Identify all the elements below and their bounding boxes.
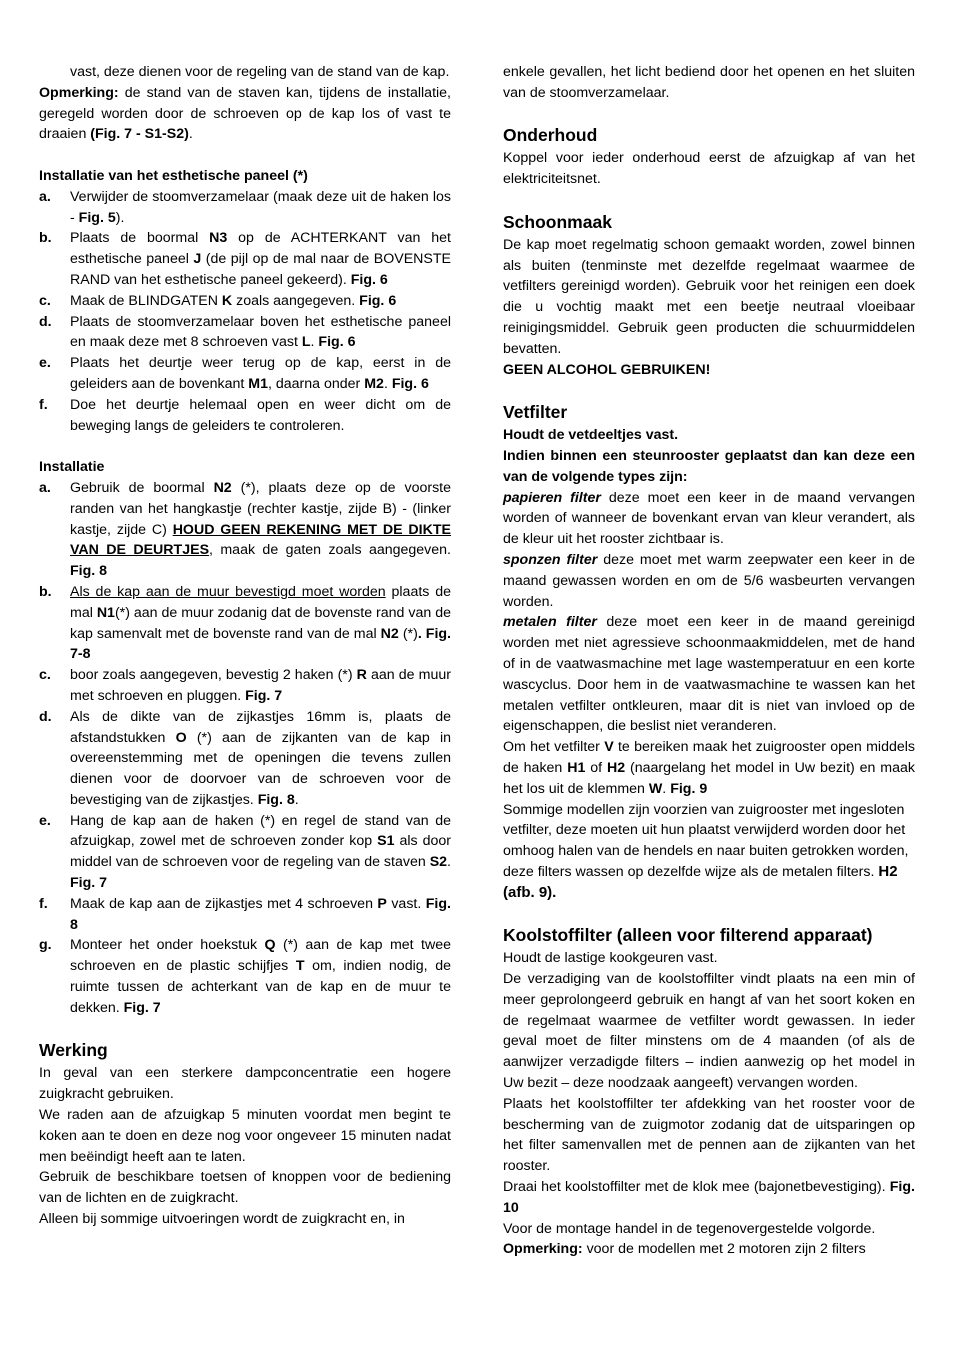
install-item <box>39 935 451 1018</box>
sponge-filter-paragraph <box>503 550 915 612</box>
some-models-ref: H2 (afb. 9). <box>503 862 898 901</box>
koolstof-paragraph: De verzadiging van de koolstoffilter vindt plaats na een min of meer geprolongeerd gebruik en hangt af van het soort koken en de regelmaat waarmee de vetfilter wordt gewassen. In ieder geval moet de filter minstens om de 4 maanden (of als de aanwijzer verzadigde filters – indien aanwezig op het model in Uw bezit – deze noodzaak aangeeft) vervangen worden. <box>503 971 915 1092</box>
werking-paragraph: Alleen bij sommige uitvoeringen wordt de zuigkracht en, in <box>39 1211 405 1228</box>
install-item <box>39 582 451 665</box>
werking-title: Werking <box>39 1040 108 1061</box>
item-text: boor zoals aangegeven, bevestig 2 haken (*) R aan de muur met schroeven en pluggen. Fig. 7 <box>70 667 451 704</box>
koolstof-note-label: Opmerking: <box>503 1241 583 1258</box>
right-column <box>503 62 915 1260</box>
item-label: c. <box>39 667 51 684</box>
werking-paragraph: In geval van een sterkere dampconcentratie een hogere zuigkracht gebruiken. <box>39 1065 451 1103</box>
koolstof-section <box>503 948 915 1177</box>
right-intro: enkele gevallen, het licht bediend door het openen en het sluiten van de stoomverzamelaar. <box>503 64 915 101</box>
schoonmaak-text: De kap moet regelmatig schoon gemaakt worden, zowel binnen als buiten (tenminste met dezelfde regelmaat waarmee de vetfilters gereinigd worden). Gebruik voor het reinigen een doek die u vochtig maakt met een beetje neutraal vloeibaar reinigingsmiddel. Gebruik geen producten die schuurmiddelen bevatten. <box>503 236 915 357</box>
item-text: Plaats de boormal N3 op de ACHTERKANT van het esthetische paneel J (de pijl op de mal naar de BOVENSTE RAND van het esthetische paneel gekeerd). Fig. 6 <box>70 230 452 288</box>
item-label: f. <box>39 396 48 413</box>
koolstof-paragraph: Houdt de lastige kookgeuren vast. <box>503 950 718 967</box>
vetfilter-some-models <box>503 800 915 904</box>
item-label: g. <box>39 937 52 954</box>
onderhoud-title: Onderhoud <box>503 125 598 146</box>
schoonmaak-warning: GEEN ALCOHOL GEBRUIKEN! <box>503 361 711 378</box>
vetfilter-reach-text: Om het vetfilter V te bereiken maak het zuigrooster open middels de haken H1 of H2 (naargelang het model in Uw bezit) en maak het los uit de klemmen W. Fig. 9 <box>503 739 915 797</box>
item-text: Maak de kap aan de zijkastjes met 4 schroeven P vast. Fig. 8 <box>70 895 451 933</box>
vetfilter-sub2: Indien binnen een steunrooster geplaatst dan kan deze een van de volgende types zijn: <box>503 447 915 485</box>
item-label: c. <box>39 292 51 309</box>
koolstof-title: Koolstoffilter (alleen voor filterend apparaat) <box>503 925 873 946</box>
koolstof-reverse: Voor de montage handel in de tegenovergestelde volgorde. <box>503 1220 876 1237</box>
item-label: e. <box>39 812 51 829</box>
install-list <box>39 478 451 1019</box>
install-item <box>39 707 451 811</box>
metal-filter-text: deze moet een keer in de maand gereinigd worden met niet agressieve schoonmaakmiddelen, met de hand of in de vaatwasmachine met lage wastemperatuur en een korte wascyclus. Door hem in de vaatwasmachine te wassen kan het metalen vetfilter ontkleuren, maar dit is niet van invloed op de eigenschappen, die beslist niet veranderen. <box>503 614 916 735</box>
note-ref: (Fig. 7 - S1-S2) <box>90 126 189 143</box>
koolstof-turn <box>503 1177 915 1219</box>
item-label: a. <box>39 188 51 205</box>
note-paragraph <box>39 83 451 145</box>
install-item <box>39 478 451 582</box>
item-text: Hang de kap aan de haken (*) en regel de stand van de afzuigkap, zowel met de schroeven zonder kop S1 als door middel van de schroeven voor de regeling van de staven S2. Fig. 7 <box>70 812 452 892</box>
item-text: Monteer het onder hoekstuk Q (*) aan de kap met twee schroeven en de plastic schijfjes T om, indien nodig, de ruimte tussen de achterkant van de kap en de muur te dekken. Fig. 7 <box>70 937 451 1016</box>
panel-install-item <box>39 312 451 354</box>
koolstof-note-text: voor de modellen met 2 motoren zijn 2 filters <box>582 1241 866 1258</box>
item-text: Plaats het deurtje weer terug op de kap, eerst in de geleiders aan de bovenkant M1, daarna onder M2. Fig. 6 <box>70 355 451 392</box>
item-label: d. <box>39 708 52 725</box>
paper-filter-label: papieren filter <box>503 489 601 506</box>
koolstof-note <box>503 1239 915 1260</box>
vetfilter-title: Vetfilter <box>503 402 568 423</box>
panel-install-item <box>39 187 451 229</box>
werking-paragraph: Gebruik de beschikbare toetsen of knoppen voor de bediening van de lichten en de zuigkracht. <box>39 1169 451 1207</box>
koolstof-turn-ref: Fig. 10 <box>503 1179 915 1216</box>
install-item <box>39 811 451 894</box>
item-label: d. <box>39 313 52 330</box>
sponge-filter-text: deze moet met warm zeepwater een keer in de maand gewassen worden en om de 5/6 wasbeurten vervangen worden. <box>503 551 915 610</box>
item-label: f. <box>39 895 48 912</box>
note-label: Opmerking: <box>39 84 119 101</box>
item-text: Maak de BLINDGATEN K zoals aangegeven. Fig. 6 <box>70 292 397 309</box>
schoonmaak-title: Schoonmaak <box>503 211 612 232</box>
koolstof-turn-text: Draai het koolstoffilter met de klok mee (bajonetbevestiging). <box>503 1179 886 1196</box>
panel-install-item <box>39 228 451 290</box>
onderhoud-text: Koppel voor ieder onderhoud eerst de afzuigkap af van het elektriciteitsnet. <box>503 150 915 188</box>
panel-install-item <box>39 353 451 395</box>
item-label: a. <box>39 479 51 496</box>
item-label: e. <box>39 355 51 372</box>
panel-install-item <box>39 291 451 312</box>
item-label: b. <box>39 583 52 600</box>
item-text: Als de dikte van de zijkastjes 16mm is, plaats de afstandstukken O (*) aan de zijkanten van de kap in overeenstemming met de openingen die tevens zullen dienen voor de doorvoer van de schroeven voor de bevestiging van de zijkastjes. Fig. 8. <box>70 708 451 808</box>
install-item <box>39 665 451 707</box>
koolstof-paragraph: Plaats het koolstoffilter ter afdekking van het rooster voor de bescherming van de zuigmotor zodanig dat de uitsparingen op het filter samenvallen met de pennen aan de zijkanten van het rooster. <box>503 1095 915 1175</box>
vetfilter-sub1: Houdt de vetdeeltjes vast. <box>503 427 679 444</box>
werking-section <box>39 1063 451 1229</box>
paper-filter-text: deze moet een keer in de maand vervangen worden of wanneer de bovenkant ervan van kleur verandert, als de kleur uit het rooster zichtbaar is. <box>503 489 915 548</box>
left-column <box>39 62 451 1230</box>
werking-paragraph: We raden aan de afzuigkap 5 minuten voordat men begint te koken aan te doen en deze nog voor ongeveer 15 minuten nadat men beëindigt heeft aan te laten. <box>39 1107 451 1165</box>
sponge-filter-label: sponzen filter <box>503 551 598 568</box>
install-title: Installatie <box>39 459 105 476</box>
item-text: Doe het deurtje helemaal open en weer dicht om de beweging langs de geleiders te controleren. <box>70 396 451 434</box>
item-text: Verwijder de stoomverzamelaar (maak deze uit de haken los - Fig. 5). <box>70 188 451 226</box>
install-item <box>39 894 451 936</box>
intro-text: vast, deze dienen voor de regeling van de stand van de kap. <box>70 64 450 80</box>
panel-install-list <box>39 187 451 437</box>
panel-install-item <box>39 395 451 437</box>
some-models-text: Sommige modellen zijn voorzien van zuigrooster met ingesloten vetfilter, deze moeten uit hun plaatst verwijderd worden door het omhoog halen van de hendels en naar buiten getrokken worden, deze filters wassen op dezelfde wijze als de metalen filters. <box>503 801 909 880</box>
metal-filter-paragraph <box>503 612 915 737</box>
item-text: Gebruik de boormal N2 (*), plaats deze op de voorste randen van het hangkastje (rechter kastje, zijde B) - (linker kastje, zijde C) HOUD GEEN REKENING MET DE DIKTE VAN DE DEURTJES, maak de gaten zoals aangegeven. Fig. 8 <box>70 479 451 580</box>
note-end: . <box>188 126 193 143</box>
note-text: de stand van de staven kan, tijdens de installatie, geregeld worden door de schroeven op de kap los of vast te draaien <box>39 84 451 143</box>
item-label: b. <box>39 230 52 247</box>
item-text: Als de kap aan de muur bevestigd moet worden plaats de mal N1(*) aan de muur zodanig dat de bovenste rand van de kap samenvalt met de bovenste rand van de mal N2 (*). Fig. 7-8 <box>70 583 451 663</box>
metal-filter-label: metalen filter <box>503 614 597 631</box>
item-text: Plaats de stoomverzamelaar boven het esthetische paneel en maak deze met 8 schroeven vast L. Fig. 6 <box>70 313 451 351</box>
paper-filter-paragraph <box>503 488 915 550</box>
panel-install-title: Installatie van het esthetische paneel (*) <box>39 167 308 184</box>
